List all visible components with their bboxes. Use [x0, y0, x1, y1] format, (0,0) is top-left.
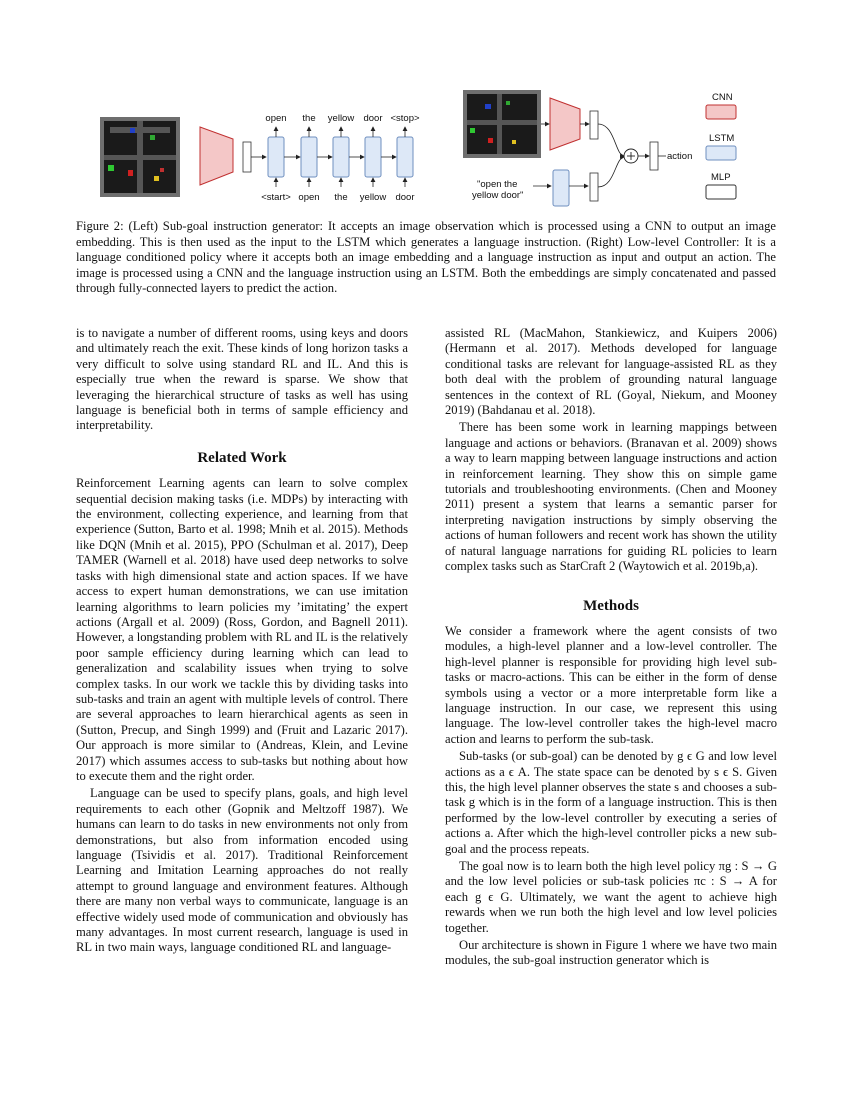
input-word-label: open: [298, 192, 320, 203]
paragraph: Language can be used to specify plans, goals, and high level requirements to each other (Gopnik and Meltzoff 1987). We humans can learn to do tasks in new environments not only from demonstrations, but also from information encoded using language (Tsividis et al. 2017). Traditional Reinforcement Learning and Imitation Learning approaches do not really attempt to ground language and environment features. Although there are many non verbal ways to communicate, language is an effective widely used mode of communication and obviously has many advantages. In most current research, language is used in RL in two main ways, language conditioned RL and language-: [76, 786, 408, 955]
paragraph: Sub-tasks (or sub-goal) can be denoted by g ϵ G and low level actions as a ϵ A. The state space can be denoted by s ϵ S. Given this, the high level planner observes the state s and chooses a sub-task g which is in the form of a language instruction. This is then performed by the low-level controller by executing a series of actions a. After which the high-level controller picks a new sub-goal and the process repeats.: [445, 749, 777, 856]
output-word-label: door: [363, 113, 383, 124]
input-word-label: the: [334, 192, 348, 203]
paragraph: Our architecture is shown in Figure 1 where we have two main modules, the sub-goal instruction generator which is: [445, 938, 777, 968]
input-word-label: <start>: [261, 192, 291, 203]
lstm-cell: [301, 137, 317, 177]
right-image-embedding: [590, 111, 598, 139]
right-observation-image: [463, 90, 541, 158]
paragraph: There has been some work in learning mappings between language and actions or behaviors. (Branavan et al. 2009) shows a way to learn mapping between language instructions and action in reinforcement learning. They show this on simple game tutorials and troubleshooting environments. (Chen and Mooney 2011) present a system that learns a semantic parser for interpreting navigation instructions by simply observing the actions of human followers and recent work has shown the utility of natural language narrations for guiding RL policies to learn complex tasks such as StarCraft 2 (Waytowich et al. 2019b,a).: [445, 420, 777, 574]
figure-caption: Figure 2: (Left) Sub-goal instruction generator: It accepts an image observation which is processed using a CNN to output an image embedding. This is then used as the input to the LSTM which generates a language instruction. (Right) Low-level Controller: It is a language conditioned policy where it accepts both an image embedding and a language instruction as input and output an action. The image is processed using a CNN and the language instruction using an LSTM. Both the embeddings are simply concatenated and passed through fully-connected layers to predict the action.: [76, 219, 776, 296]
lstm-cell: [268, 137, 284, 177]
legend-mlp-label: MLP: [711, 172, 731, 183]
lstm-cell: [397, 137, 413, 177]
lstm-cell: [365, 137, 381, 177]
left-cnn-block: [200, 127, 233, 185]
paragraph: Reinforcement Learning agents can learn to solve complex sequential decision making tasks (i.e. MDPs) by interacting with the environment, collecting experience, and learning from that experience (Sutton, Barto et al. 1998; Mnih et al. 2015). Methods like DQN (Mnih et al. 2015), PPO (Schulman et al. 2017), Deep TAMER (Warnell et al. 2018) have used deep networks to solve tasks with high dimensional state and action spaces. If we have access to expert human demonstrations, we can use imitation learning algorithms to learn policies my ’imitating’ the expert actions (Argall et al. 2009) (Ross, Gordon, and Bagnell 2011). However, a longstanding problem with RL and IL is the relatively poor sample efficiency during learning which can lead to generalization and scalability issues when trying to solve complex tasks. In our work we tackle this by dividing tasks into sub-tasks and train an agent with multiple levels of control. There are several approaches to learn hierarchical agents as seen in (Sutton, Precup, and Singh 1999) and (Fruit and Lazaric 2017). Our approach is more similar to (Andreas, Klein, and Levine 2017) which assumes access to sub-tasks but nothing about how to execute them and the right order.: [76, 476, 408, 783]
figure-2: [0, 0, 850, 215]
paragraph: assisted RL (MacMahon, Stankiewicz, and Kuipers 2006) (Hermann et al. 2017). Methods developed for language conditional tasks are relevant for language-assisted RL as they both deal with the problem of grounding natural language sentences in the context of RL (Goyal, Niekum, and Mooney 2019) (Bahdanau et al. 2018).: [445, 326, 777, 418]
legend-lstm-label: LSTM: [709, 133, 735, 144]
output-word-label: yellow: [327, 113, 355, 124]
right-mlp-embedding: [650, 142, 658, 170]
right-column: [445, 326, 777, 971]
right-output-label: action: [667, 151, 693, 162]
lstm-cell: [333, 137, 349, 177]
input-word-label: door: [395, 192, 415, 203]
figure-diagram: [0, 0, 850, 215]
output-word-label: the: [302, 113, 316, 124]
right-instruction-line2: yellow door": [472, 190, 524, 201]
legend-mlp-swatch: [706, 185, 736, 199]
output-word-label: <stop>: [390, 113, 420, 124]
right-language-embedding: [590, 173, 598, 201]
legend-cnn-label: CNN: [712, 92, 733, 103]
section-heading-related-work: Related Work: [197, 449, 287, 466]
section-heading-methods: Methods: [583, 597, 639, 614]
left-observation-image: [100, 117, 180, 197]
input-word-label: yellow: [359, 192, 387, 203]
left-embedding: [243, 142, 251, 172]
paragraph: The goal now is to learn both the high level policy πg : S → G and the low level policies or sub-task policies πc : S → A for each g ϵ G. Ultimately, we want the agent to achieve high rewards when we run both the high level and low level policies together.: [445, 859, 777, 935]
output-word-label: open: [265, 113, 287, 124]
left-lstm-chain: [268, 127, 413, 187]
right-lstm-block: [553, 170, 569, 206]
paragraph: is to navigate a number of different rooms, using keys and doors and ultimately reach the exit. These kinds of long horizon tasks a very difficult to solve using standard RL and IL. And this is especially true when the reward is sparse. We show that leveraging the hierarchical structure of tasks as well has using language is beneficial both in terms of sample efficiency and interpretability.: [76, 326, 408, 433]
right-cnn-block: [550, 98, 580, 150]
right-instruction-line1: "open the: [477, 179, 518, 190]
legend-lstm-swatch: [706, 146, 736, 160]
paragraph: We consider a framework where the agent consists of two modules, a high-level planner and a low-level controller. The high-level planner is responsible for providing high level sub-tasks or macro-actions. This can be either in the form of dense symbols using a vector or a more interpretable form like a language instruction. In our case, we represent this using language. The low-level controller takes the high-level macro action and learns to perform the sub-task.: [445, 623, 777, 746]
left-column: [76, 326, 408, 958]
legend-cnn-swatch: [706, 105, 736, 119]
